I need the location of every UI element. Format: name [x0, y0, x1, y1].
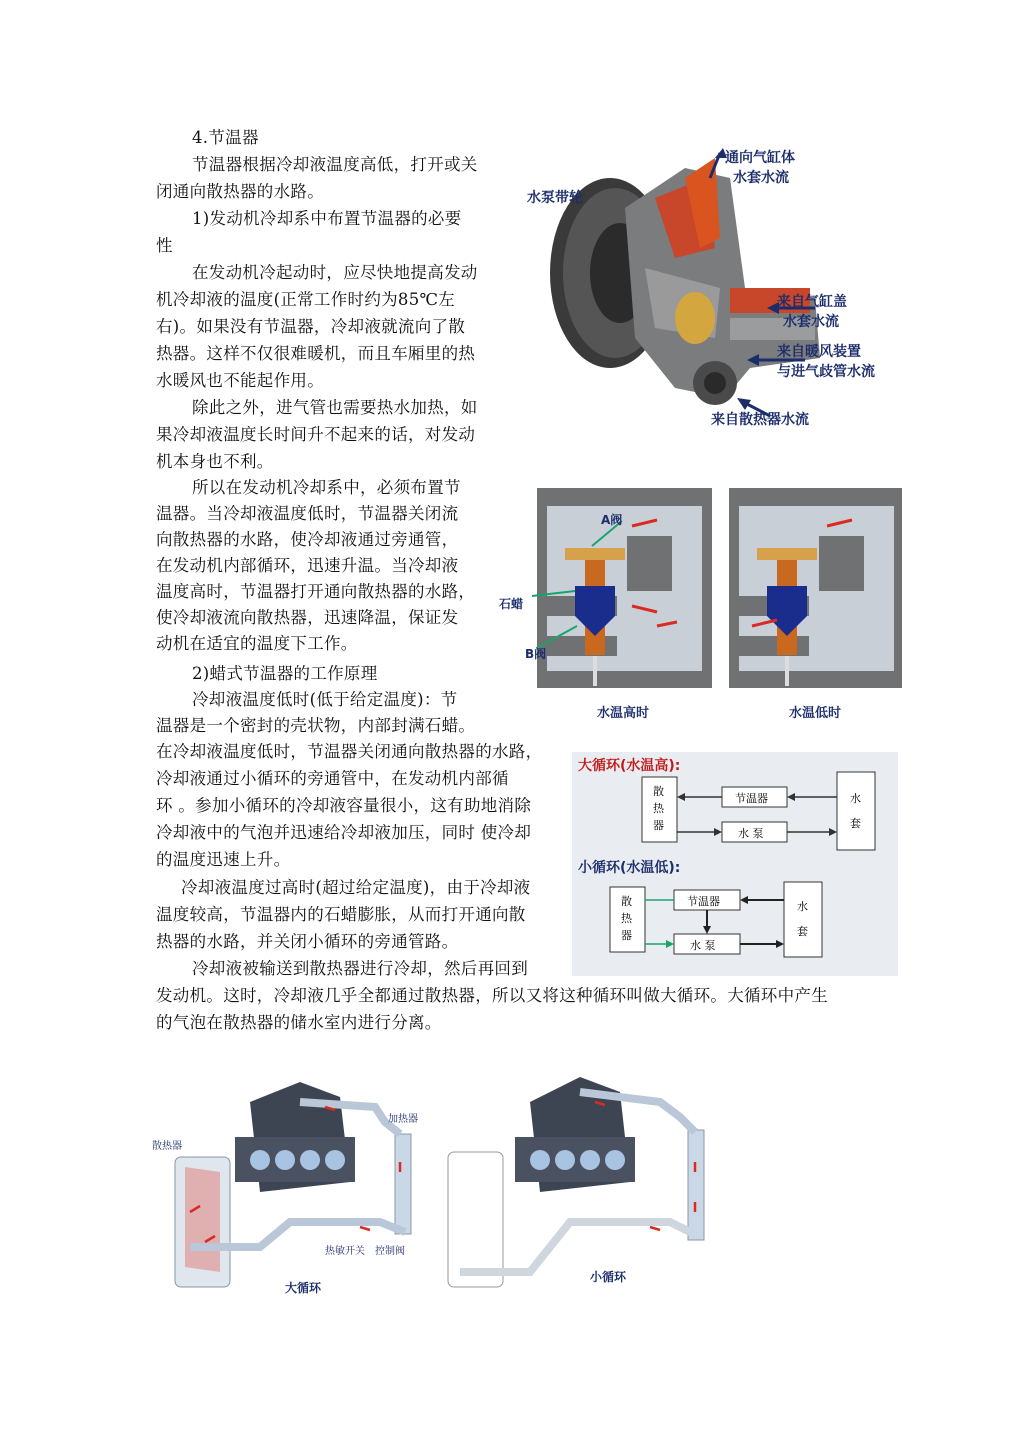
para2-line: 果冷却液温度长时间升不起来的话，对发动 — [156, 425, 476, 444]
para5-line: 温度较高，节温器内的石蜡膨胀，从而打开通向散 — [156, 905, 526, 924]
para1-line: 机冷却液的温度(正常工作时约为85℃左 — [156, 290, 456, 309]
small-jacket-label: 水 — [797, 900, 808, 913]
big-radiator-label: 热 — [653, 802, 664, 815]
engine-valve-label: 控制阀 — [375, 1246, 405, 1257]
thermostat-valve-figure — [497, 476, 902, 731]
intro-line-2: 闭通向散热器的水路。 — [156, 182, 324, 201]
para1-line: 热器。这样不仅很难暖机，而且车厢里的热 — [156, 344, 476, 363]
caption-small-loop: 小循环 — [590, 1270, 627, 1284]
water-pump-figure — [515, 138, 905, 438]
subsection-1-title: 1)发动机冷却系中布置节温器的必要 — [192, 209, 462, 228]
para3-line: 动机在适宜的温度下工作。 — [156, 634, 358, 653]
engine-switch-label: 热敏开关 — [325, 1246, 365, 1257]
para2-line: 除此之外，进气管也需要热水加热，如 — [192, 398, 478, 417]
small-loop-engine — [448, 1077, 704, 1287]
big-thermostat-label: 节温器 — [735, 792, 768, 805]
para4-line: 温器是一个密封的壳状物，内部封满石蜡。 — [156, 716, 476, 735]
pump-pulley-label: 水泵带轮 — [527, 190, 583, 206]
para3-line: 温器。当冷却液温度低时，节温器关闭流 — [156, 504, 459, 523]
big-loop-engine — [152, 1082, 418, 1295]
para6-line: 的气泡在散热器的储水室内进行分离。 — [156, 1013, 442, 1032]
small-radiator-label: 散 — [621, 895, 632, 908]
para4-line: 冷却液温度低时(低于给定温度)：节 — [192, 690, 458, 709]
small-radiator-label: 器 — [621, 929, 632, 942]
para4-line: 的温度迅速上升。 — [156, 850, 291, 869]
wax-label: 石蜡 — [499, 597, 524, 611]
valve-a-label: A阀 — [601, 513, 623, 527]
para3-line: 所以在发动机冷却系中，必须布置节 — [192, 478, 461, 497]
big-pump-label: 水 泵 — [738, 827, 764, 840]
para5-line: 热器的水路，并关闭小循环的旁通管路。 — [156, 932, 459, 951]
para4-line: 在冷却液温度低时，节温器关闭通向散热器的水路， — [156, 742, 543, 761]
subsection-2-title: 2)蜡式节温器的工作原理 — [192, 664, 378, 683]
para6-line: 冷却液被输送到散热器进行冷却，然后再回到 — [192, 959, 528, 978]
para1-line: 在发动机冷起动时，应尽快地提高发动 — [192, 263, 478, 282]
para4-line: 冷却液中的气泡并迅速给冷却液加压，同时 使冷却 — [156, 823, 532, 842]
engine-radiator-label: 散热器 — [152, 1141, 182, 1152]
big-jacket-label: 水 — [850, 792, 861, 805]
small-jacket-label: 套 — [797, 925, 808, 938]
big-jacket-label: 套 — [850, 817, 861, 830]
pump-from-heater-label: 与进气歧管水流 — [777, 364, 875, 380]
pump-from-heater-label: 来自暖风装置 — [777, 344, 861, 360]
pump-from-radiator-label: 来自散热器水流 — [711, 412, 809, 428]
para6-line: 发动机。这时，冷却液几乎全都通过散热器，所以又将这种循环叫做大循环。大循环中产生 — [156, 986, 828, 1005]
para5-line: 冷却液温度过高时(超过给定温度)，由于冷却液 — [181, 878, 531, 897]
big-radiator-label: 散 — [653, 785, 664, 798]
para3-line: 温度高时，节温器打开通向散热器的水路， — [156, 582, 476, 601]
pump-to-cylinder-label: 水套水流 — [733, 170, 789, 186]
small-thermostat-label: 节温器 — [687, 895, 720, 908]
engine-heater-label: 加热器 — [388, 1114, 418, 1125]
para1-line: 右)。如果没有节温器，冷却液就流向了散 — [156, 317, 466, 336]
caption-high-temp: 水温高时 — [597, 706, 650, 721]
caption-big-loop: 大循环 — [285, 1281, 322, 1295]
engine-loops-figure — [150, 1062, 715, 1307]
intro-line-1: 节温器根据冷却液温度高低，打开或关 — [192, 155, 478, 174]
para3-line: 使冷却液流向散热器，迅速降温，保证发 — [156, 608, 459, 627]
para4-line: 环 。参加小循环的冷却液容量很小，这有助地消除 — [156, 796, 532, 815]
valve-b-label: B阀 — [525, 647, 547, 661]
small-radiator-label: 热 — [621, 912, 632, 925]
para2-line: 机本身也不利。 — [156, 452, 274, 471]
para3-line: 在发动机内部循环，迅速升温。当冷却液 — [156, 556, 459, 575]
small-pump-label: 水 泵 — [690, 939, 716, 952]
big-loop-title: 大循环(水温高): — [578, 758, 681, 774]
circulation-flow-figure — [572, 752, 898, 976]
para3-line: 向散热器的水路，使冷却液通过旁通管， — [156, 530, 459, 549]
subsection-1-title-cont: 性 — [156, 236, 173, 255]
small-loop-title: 小循环(水温低): — [578, 860, 681, 876]
para1-line: 水暖风也不能起作用。 — [156, 371, 324, 390]
pump-to-cylinder-label: 通向气缸体 — [725, 150, 795, 166]
para4-line: 冷却液通过小循环的旁通管中，在发动机内部循 — [156, 769, 509, 788]
caption-low-temp: 水温低时 — [789, 706, 842, 721]
big-radiator-label: 器 — [653, 819, 664, 832]
pump-from-head-label: 水套水流 — [783, 314, 839, 330]
pump-from-head-label: 来自气缸盖 — [777, 294, 847, 310]
section-title: 4.节温器 — [192, 128, 259, 147]
